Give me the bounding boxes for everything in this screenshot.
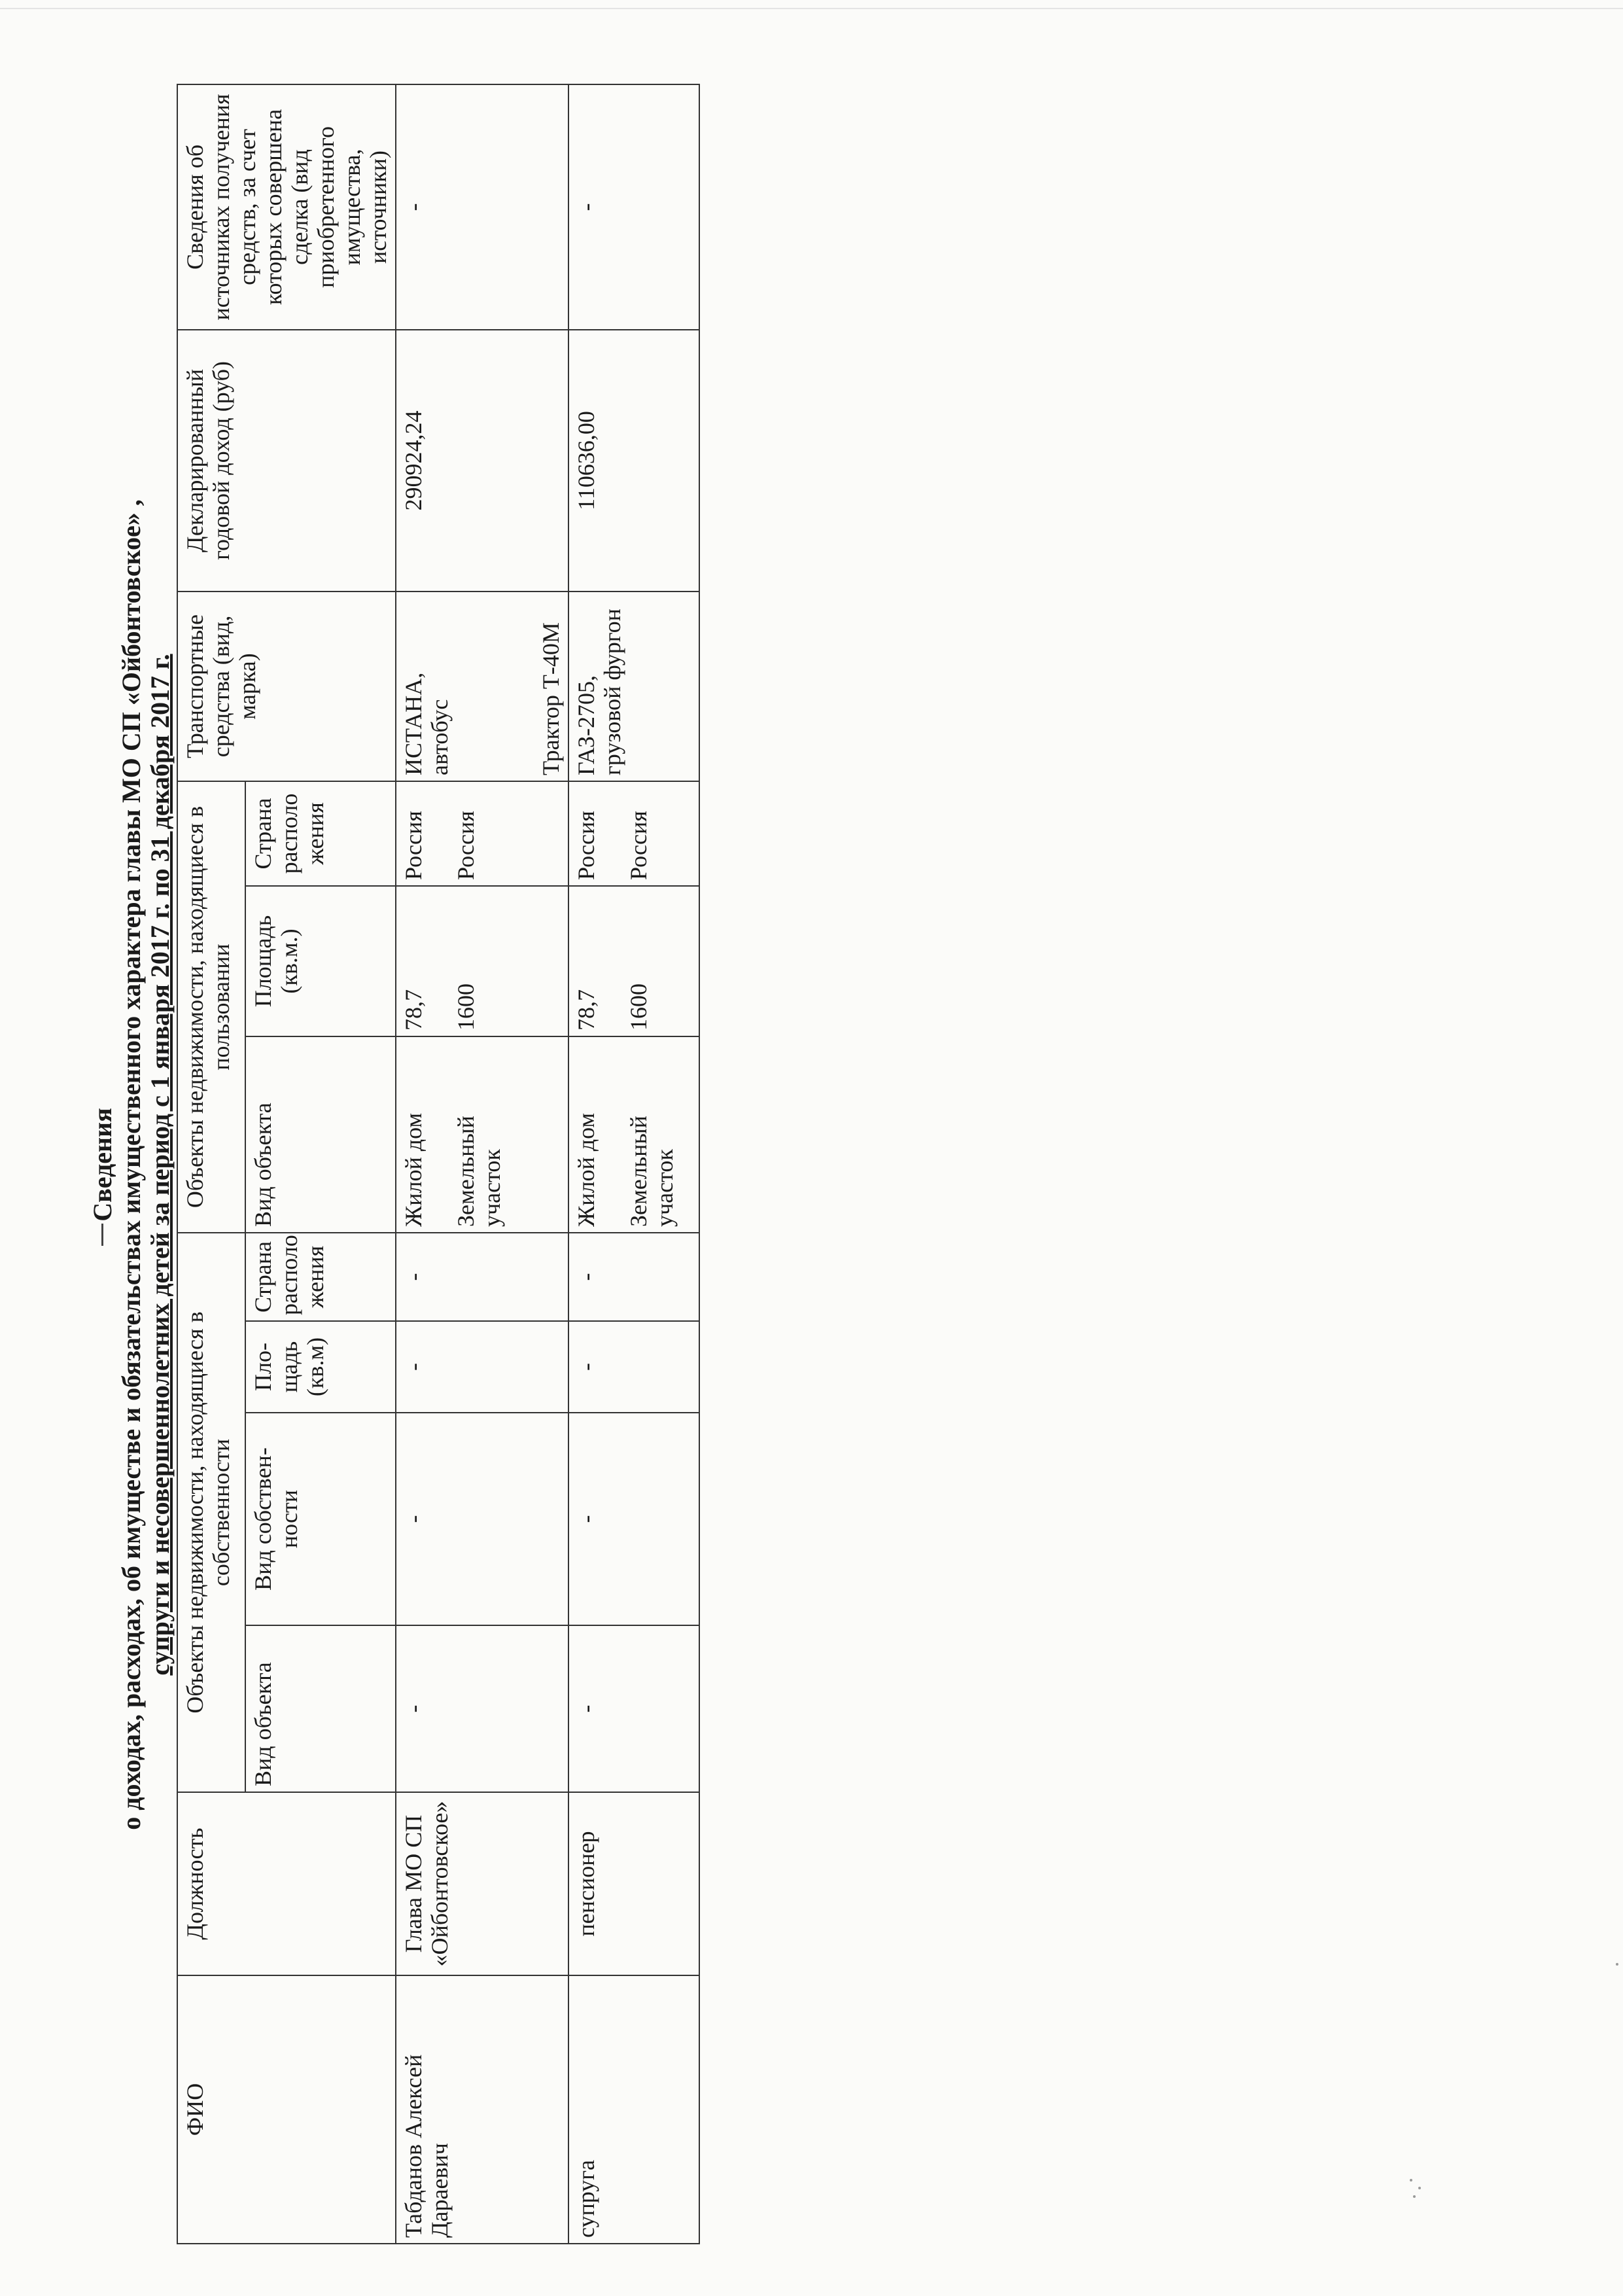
row-owned-country: - <box>568 1233 699 1321</box>
heading-title: Сведения <box>88 1108 117 1222</box>
row-used-area <box>396 886 568 1036</box>
rotated-document <box>88 85 1547 2244</box>
row-used-type <box>396 1036 568 1233</box>
transport-tractor: Трактор Т-40М <box>538 622 564 775</box>
header-sources: Сведения об источниках получения средств, за счет которых совершена сделка (вид приобретенного имущества, источники) <box>177 84 396 330</box>
row-transport <box>396 592 568 781</box>
document-heading <box>88 85 180 2244</box>
used-area-house: 78,7 <box>400 989 427 1031</box>
header-position: Должность <box>177 1792 396 1975</box>
header-used-area: Площадь (кв.м.) <box>245 886 396 1036</box>
row-used-area <box>568 886 699 1036</box>
used-country-land: Россия <box>625 811 652 880</box>
row-position: Глава МО СП «Ойбонтовское» <box>396 1792 568 1975</box>
row-owned-area: - <box>396 1321 568 1413</box>
heading-period: супруги и несовершеннолетних детей за период с 1 января 2017 г. по 31 декабря 2017 г. <box>145 654 175 1676</box>
used-area-land: 1600 <box>453 983 479 1031</box>
row-used-country <box>568 781 699 886</box>
row-sources: - <box>396 84 568 330</box>
row-position: пенсионер <box>568 1792 699 1975</box>
header-transport: Транспортные средства (вид, марка) <box>177 592 396 781</box>
row-owned-type: - <box>396 1625 568 1792</box>
row-fio: Табданов Алексей Дараевич <box>396 1975 568 2244</box>
transport-bus: ИСТАНА, автобус <box>400 672 453 775</box>
table-row <box>568 84 699 2244</box>
header-fio: ФИО <box>177 1975 396 2244</box>
row-income: 290924,24 <box>396 330 568 592</box>
used-area-land: 1600 <box>625 983 652 1031</box>
used-area-house: 78,7 <box>573 989 599 1031</box>
used-country-house: Россия <box>573 811 599 880</box>
used-type-land: Земельный участок <box>625 1116 678 1227</box>
row-income: 110636,00 <box>568 330 699 592</box>
used-type-house: Жилой дом <box>573 1112 599 1227</box>
header-row-1 <box>177 84 245 2244</box>
row-sources: - <box>568 84 699 330</box>
scan-speck <box>1616 1963 1618 1966</box>
row-used-type <box>568 1036 699 1233</box>
header-owned-group: Объекты недвижимости, находящиеся в собственности <box>177 1233 245 1792</box>
header-owned-ownership: Вид собствен-ности <box>245 1413 396 1625</box>
header-owned-type: Вид объекта <box>245 1625 396 1792</box>
row-owned-area: - <box>568 1321 699 1413</box>
header-used-country: Страна располо жения <box>245 781 396 886</box>
row-owned-type: - <box>568 1625 699 1792</box>
row-owned-ownership: - <box>568 1413 699 1625</box>
used-type-land: Земельный участок <box>453 1116 505 1227</box>
row-owned-country: - <box>396 1233 568 1321</box>
used-country-land: Россия <box>453 811 479 880</box>
table-row <box>396 84 568 2244</box>
header-income: Декларированный годовой доход (руб) <box>177 330 396 592</box>
scan-top-edge <box>0 8 1623 9</box>
header-used-group: Объекты недвижимости, находящиеся в пользовании <box>177 781 245 1233</box>
header-owned-country: Страна располо жения <box>245 1233 396 1321</box>
row-used-country <box>396 781 568 886</box>
header-owned-area: Пло-щадь (кв.м) <box>245 1321 396 1413</box>
transport-van: ГАЗ-2705, грузовой фургон <box>573 609 625 775</box>
used-country-house: Россия <box>400 811 427 880</box>
row-owned-ownership: - <box>396 1413 568 1625</box>
header-used-type: Вид объекта <box>245 1036 396 1233</box>
heading-subtitle: о доходах, расходах, об имуществе и обязательствах имущественного характера главы МО СП «Ойбонтовское» , <box>116 499 146 1830</box>
declaration-table <box>177 84 700 2244</box>
row-transport <box>568 592 699 781</box>
used-type-house: Жилой дом <box>400 1112 427 1227</box>
row-fio: супруга <box>568 1975 699 2244</box>
